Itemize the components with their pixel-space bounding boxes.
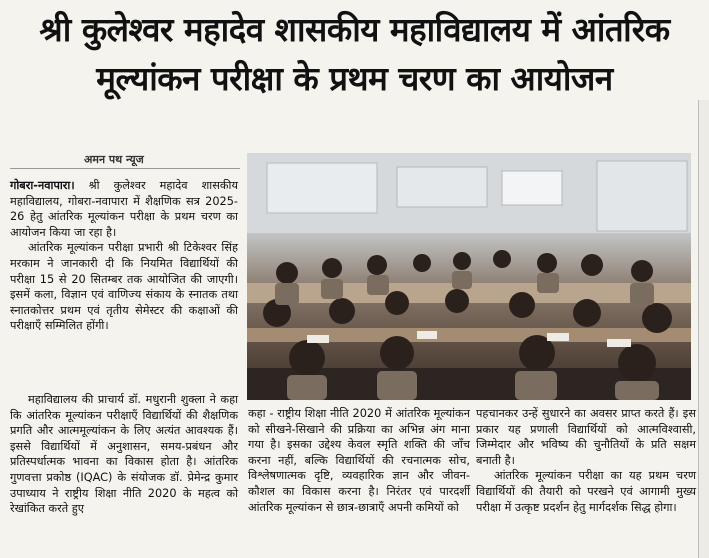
paragraph-5: पहचानकर उन्हें सुधारने का अवसर प्राप्त करते हैं। इस प्रकार यह प्रणाली विद्यार्थियों को आत्मविश्वासी, जिम्मेदार और भविष्य की चुनौतियों के प्रति सक्षम बनाती है। <box>476 407 696 467</box>
article-column-2 <box>248 406 470 515</box>
paragraph-2: आंतरिक मूल्यांकन परीक्षा प्रभारी श्री टिकेश्वर सिंह मरकाम ने जानकारी दी कि नियमित विद्यार्थियों की परीक्षा 15 से 20 सितम्बर तक आयोजित की जाएगी। इसमें कला, विज्ञान एवं वाणिज्य संकाय के स्नातक तथा स्नातकोत्तर प्रथम एवं तृतीय सेमेस्टर की कक्षाओं की परीक्षाएँ सम्मिलित होंगी। <box>10 241 238 333</box>
adjacent-column-edge <box>698 100 709 558</box>
byline-rule <box>10 168 240 169</box>
exam-hall-photo <box>247 153 691 400</box>
paragraph-4: कहा - राष्ट्रीय शिक्षा नीति 2020 में आंतरिक मूल्यांकन को सीखने-सिखाने की प्रक्रिया का अभिन्न अंग माना गया है। इसका उद्देश्य केवल स्मृति शक्ति की जाँच करना नहीं, बल्कि विद्यार्थियों की रचनात्मक सोच, विश्लेषणात्मक दृष्टि, व्यवहारिक ज्ञान और जीवन-कौशल का विकास करना है। निरंतर एवं पारदर्शी आंतरिक मूल्यांकन से छात्र-छात्राएँ अपनी कमियों को <box>248 407 470 514</box>
byline: अमन पथ न्यूज <box>84 153 144 166</box>
dateline: गोबरा-नवापारा। <box>10 179 75 192</box>
paragraph-1: श्री कुलेश्वर महादेव शासकीय महाविद्यालय, गोबरा-नवापारा में शैक्षणिक सत्र 2025-26 हेतु आंतरिक मूल्यांकन परीक्षा के प्रथम चरण का आयोजन किया जा रहा है। <box>10 179 238 239</box>
article-column-1-lower <box>10 392 238 517</box>
article-column-1 <box>10 178 238 334</box>
headline-line-2: मूल्यांकन परीक्षा के प्रथम चरण का आयोजन <box>96 59 613 98</box>
paragraph-3: महाविद्यालय की प्राचार्य डॉ. मधुरानी शुक्ला ने कहा कि आंतरिक मूल्यांकन परीक्षाएँ विद्यार्थियों की शैक्षणिक प्रगति और आत्ममूल्यांकन के लिए अत्यंत आवश्यक हैं। इससे विद्यार्थियों में अनुशासन, समय-प्रबंधन और प्रतिस्पर्धात्मक भावना का विकास होता है। आंतरिक गुणवत्ता प्रकोष्ठ (IQAC) के संयोजक डॉ. प्रेमेन्द्र कुमार उपाध्याय ने राष्ट्रीय शिक्षा नीति 2020 के महत्व को रेखांकित करते हुए <box>10 393 238 516</box>
headline <box>0 6 709 104</box>
paragraph-6: आंतरिक मूल्यांकन परीक्षा का यह प्रथम चरण विद्यार्थियों की तैयारी को परखने एवं आगामी मुख्य परीक्षा में उत्कृष्ट प्रदर्शन हेतु मार्गदर्शक सिद्ध होगा। <box>476 469 696 514</box>
article-column-3 <box>476 406 696 515</box>
headline-line-1: श्री कुलेश्वर महादेव शासकीय महाविद्यालय में आंतरिक <box>39 10 670 49</box>
